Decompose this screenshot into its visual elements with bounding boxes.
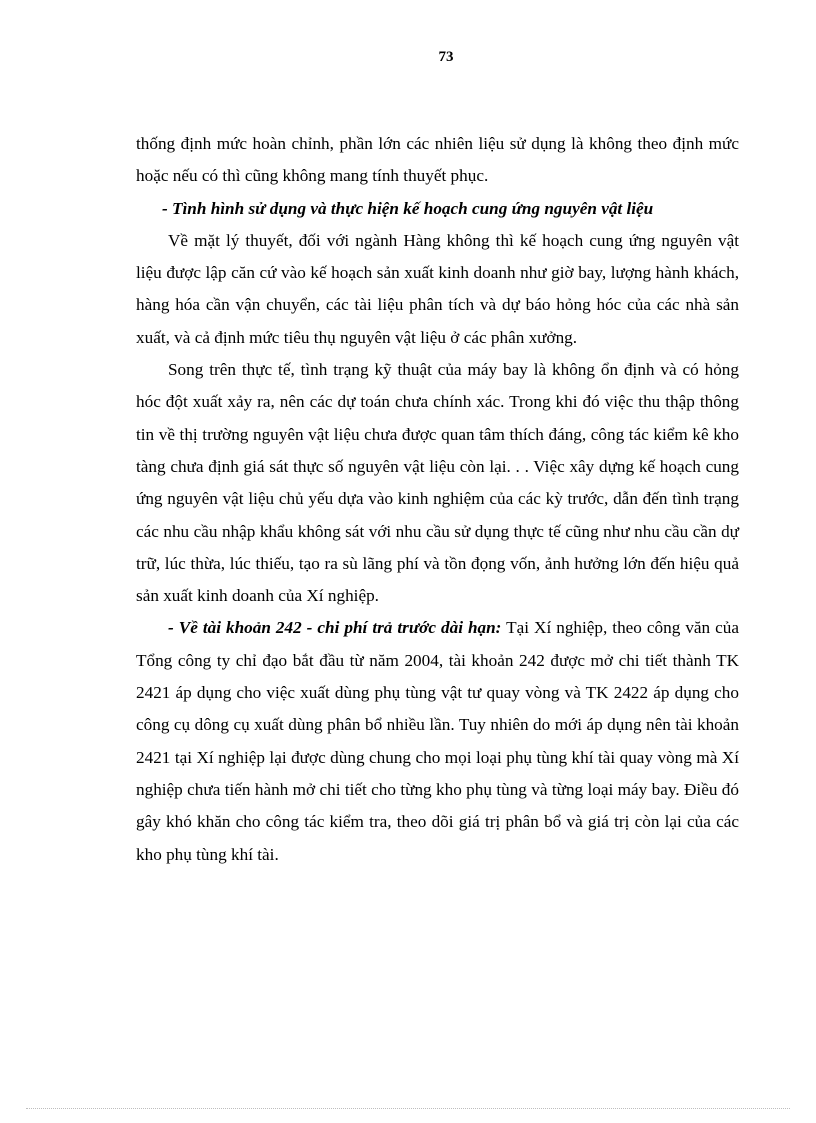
paragraph-theory: Về mặt lý thuyết, đối với ngành Hàng không thì kế hoạch cung ứng nguyên vật liệu được lập căn cứ vào kế hoạch sản xuất kinh doanh như giờ bay, lượng hành khách, hàng hóa cần vận chuyển, các tài liệu phân tích và dự báo hỏng hóc của các nhà sản xuất, và cả định mức tiêu thụ nguyên vật liệu ở các phân xưởng.	[136, 230, 739, 347]
page-number: 73	[438, 49, 454, 65]
paragraph-practice: Song trên thực tế, tình trạng kỹ thuật của máy bay là không ổn định và có hỏng hóc đột xuất xảy ra, nên các dự toán chưa chính xác. Trong khi đó việc thu thập thông tin về thị trường nguyên vật liệu chưa được quan tâm thích đáng, công tác kiểm kê kho tàng chưa định giá sát thực số nguyên vật liệu còn lại. . . Việc xây dựng kế hoạch cung ứng nguyên vật liệu chủ yếu dựa vào kinh nghiệm của các kỳ trước, dẫn đến tình trạng các nhu cầu nhập khẩu không sát với nhu cầu sử dụng thực tế cũng như nhu cầu cần dự trữ, lúc thừa, lúc thiếu, tạo ra sù lãng phí và tồn đọng vốn, ảnh hưởng lớn đến hiệu quả sản xuất kinh doanh của Xí nghiệp.	[136, 360, 739, 606]
document-body	[136, 128, 739, 871]
account-242-lead: - Về tài khoản 242 - chi phí trả trước dài hạn:	[168, 618, 502, 638]
footer-divider	[26, 1108, 790, 1109]
account-242-body: Tại Xí nghiệp, theo công văn của Tổng công ty chỉ đạo bắt đầu từ năm 2004, tài khoản 242 được mở chi tiết thành TK 2421 áp dụng cho việc xuất dùng phụ tùng vật tư quay vòng và TK 2422 áp dụng cho công cụ dông cụ xuất dùng phân bổ nhiều lần. Tuy nhiên do mới áp dụng nên tài khoản 2421 tại Xí nghiệp lại được dùng chung cho mọi loại phụ tùng khí tài quay vòng mà Xí nghiệp chưa tiến hành mở chi tiết cho từng kho phụ tùng và từng loại máy bay. Điều đó gây khó khăn cho công tác kiểm tra, theo dõi giá trị phân bổ và giá trị còn lại của các kho phụ tùng khí tài.	[136, 618, 740, 864]
paragraph-account-242	[136, 612, 739, 870]
paragraph-continuation: thống định mức hoàn chỉnh, phần lớn các nhiên liệu sử dụng là không theo định mức hoặc nếu có thì cũng không mang tính thuyết phục.	[136, 134, 739, 186]
section-heading: - Tình hình sử dụng và thực hiện kế hoạch cung ứng nguyên vật liệu	[162, 198, 654, 218]
